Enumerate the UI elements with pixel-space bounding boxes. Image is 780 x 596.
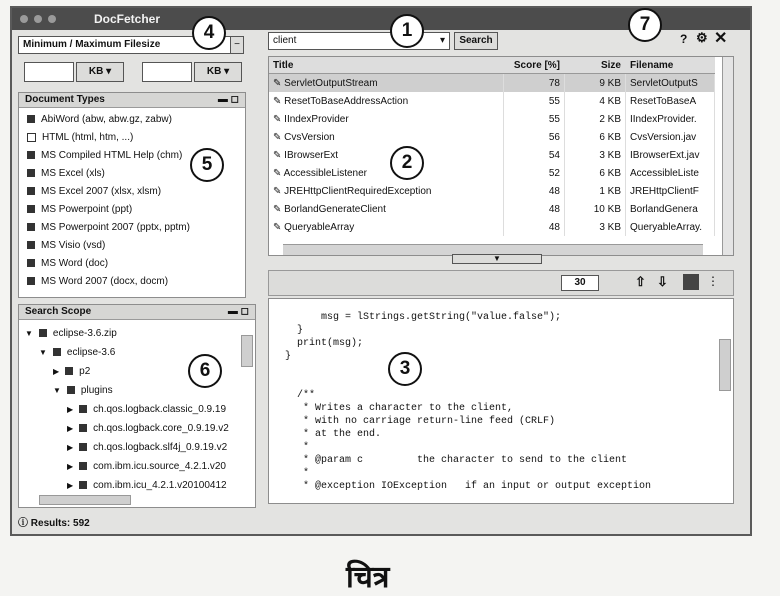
results-header-row: [269, 57, 715, 74]
scope-tree-node[interactable]: [53, 363, 90, 381]
scope-tree-node[interactable]: [25, 325, 117, 343]
scope-tree-node[interactable]: [67, 458, 226, 476]
next-occurrence-icon[interactable]: ⇩: [657, 274, 668, 289]
checkbox-icon[interactable]: [27, 187, 35, 195]
result-score: 48: [504, 200, 565, 218]
results-table: [269, 57, 715, 236]
marker-2: 2: [390, 146, 424, 180]
max-unit-label: KB: [206, 66, 222, 77]
checkbox-icon[interactable]: [27, 151, 35, 159]
result-filename: BorlandGenera: [626, 200, 715, 218]
document-type-item[interactable]: [27, 219, 190, 237]
checkbox-icon[interactable]: [27, 241, 35, 249]
document-type-item[interactable]: [27, 201, 132, 219]
scope-node-label: com.ibm.icu.source_4.2.1.v20: [93, 461, 226, 472]
scope-scrollbar[interactable]: [241, 335, 253, 367]
result-title: [269, 182, 504, 200]
result-score: 54: [504, 146, 565, 164]
marker-7: 7: [628, 8, 662, 42]
maximize-window-icon[interactable]: [48, 15, 56, 23]
scope-tree-node[interactable]: [67, 401, 226, 419]
column-title[interactable]: Title: [269, 57, 504, 74]
result-title: [269, 110, 504, 128]
close-icon[interactable]: ✕: [714, 30, 728, 47]
result-title-text: IBrowserExt: [284, 149, 339, 161]
scope-node-label: ch.qos.logback.classic_0.9.19: [93, 404, 227, 415]
document-type-label: MS Word (doc): [41, 258, 109, 269]
document-type-item[interactable]: [27, 273, 168, 291]
expand-arrow-icon[interactable]: ▼: [39, 348, 47, 357]
checkbox-icon[interactable]: [53, 348, 61, 356]
preview-line: print(msg);: [285, 338, 364, 349]
splitter-handle[interactable]: ▼: [452, 254, 542, 264]
file-icon: ✎: [273, 167, 284, 179]
file-icon: ✎: [273, 77, 285, 89]
scope-node-label: plugins: [80, 385, 113, 396]
checkbox-icon[interactable]: [79, 405, 87, 413]
result-title: [269, 146, 504, 164]
preview-line: * with no carriage return-line feed (CRLF): [285, 416, 556, 427]
result-size: 9 KB: [565, 74, 626, 93]
app-title: DocFetcher: [94, 12, 161, 26]
scope-node-label: ch.qos.logback.core_0.9.19.v2: [93, 423, 229, 434]
search-query: client: [273, 35, 297, 46]
highlight-toggle-icon[interactable]: [683, 274, 699, 290]
result-title-text: QueryableArray: [284, 221, 355, 233]
preview-line: msg = lStrings.getString("value.false");: [285, 312, 562, 323]
file-icon: ✎: [273, 131, 285, 143]
preview-line: [285, 376, 651, 389]
result-title-text: AccessibleListener: [283, 167, 367, 179]
checkbox-icon[interactable]: [79, 462, 87, 470]
result-size: 3 KB: [565, 218, 626, 236]
preferences-icon[interactable]: ⚙: [696, 30, 708, 45]
min-size-input[interactable]: [24, 62, 74, 82]
search-scope-title: Search Scope: [25, 306, 92, 317]
result-score: 56: [504, 128, 565, 146]
table-row[interactable]: [269, 92, 715, 110]
result-filename: IBrowserExt.jav: [626, 146, 715, 164]
panel-maximize-icon[interactable]: ▬ ◻: [217, 94, 239, 105]
document-type-label: MS Compiled HTML Help (chm): [41, 150, 183, 161]
result-title-text: BorlandGenerateClient: [284, 203, 386, 215]
document-types-header: [19, 93, 245, 108]
result-score: 48: [504, 182, 565, 200]
preview-text: [285, 311, 651, 493]
document-type-item[interactable]: [27, 147, 182, 165]
checkbox-icon[interactable]: [27, 277, 35, 285]
checkbox-icon[interactable]: [79, 481, 87, 489]
preview-menu-icon[interactable]: ⋮: [707, 274, 719, 288]
table-row[interactable]: [269, 200, 715, 218]
result-score: 48: [504, 218, 565, 236]
collapse-arrow-icon[interactable]: ▶: [67, 405, 74, 414]
search-history-dropdown-icon[interactable]: ▾: [439, 35, 445, 46]
checkbox-icon[interactable]: [39, 329, 47, 337]
result-title-text: CvsVersion: [284, 131, 335, 143]
preview-line: * @param c the character to send to the client: [285, 455, 628, 466]
checkbox-icon[interactable]: [79, 443, 87, 451]
document-type-label: MS Word 2007 (docx, docm): [41, 276, 169, 287]
document-type-label: MS Visio (vsd): [41, 240, 106, 251]
preview-line: * @exception IOException if an input or output exception: [285, 481, 652, 492]
result-filename: ResetToBaseA: [626, 92, 715, 110]
document-types-title: Document Types: [25, 94, 105, 105]
result-title: [269, 218, 504, 236]
preview-line: /**: [285, 390, 316, 401]
preview-line: }: [285, 325, 304, 336]
result-size: 6 KB: [565, 128, 626, 146]
result-title-text: JREHttpClientRequiredException: [284, 185, 432, 197]
checkbox-icon[interactable]: [67, 386, 75, 394]
marker-3: 3: [388, 352, 422, 386]
result-score: 52: [504, 164, 565, 182]
preview-scrollbar[interactable]: [719, 339, 731, 391]
table-row[interactable]: [269, 218, 715, 236]
expand-arrow-icon[interactable]: ▼: [25, 329, 33, 338]
scope-tree-node[interactable]: [53, 382, 113, 400]
document-type-label: HTML (html, htm, ...): [42, 132, 134, 143]
checkbox-icon[interactable]: [65, 367, 73, 375]
min-unit-select[interactable]: KB ▾: [76, 62, 124, 82]
checkbox-icon[interactable]: [27, 223, 35, 231]
scope-tree-node[interactable]: [67, 439, 227, 457]
preview-line: }: [285, 351, 292, 362]
info-icon: ⓘ: [18, 518, 28, 529]
search-scope-header: [19, 305, 255, 320]
result-size: 10 KB: [565, 200, 626, 218]
collapse-arrow-icon[interactable]: ▶: [67, 481, 74, 490]
close-window-icon[interactable]: [20, 15, 28, 23]
file-icon: ✎: [273, 95, 285, 107]
scope-node-label: com.ibm.icu_4.2.1.v20100412: [93, 480, 227, 491]
column-score[interactable]: Score [%]: [504, 57, 565, 74]
scope-node-label: p2: [79, 366, 91, 377]
results-table-panel: [268, 56, 734, 256]
result-score: 55: [504, 110, 565, 128]
table-row[interactable]: [269, 128, 715, 146]
result-score: 78: [504, 74, 565, 93]
scope-horizontal-scrollbar[interactable]: [39, 495, 131, 505]
document-type-item[interactable]: [27, 255, 108, 273]
scope-maximize-icon[interactable]: ▬ ◻: [227, 306, 249, 317]
table-row[interactable]: [269, 110, 715, 128]
results-vertical-scrollbar[interactable]: [722, 57, 733, 256]
previous-occurrence-icon[interactable]: ⇧: [635, 274, 646, 289]
max-size-input[interactable]: [142, 62, 192, 82]
document-type-label: MS Excel 2007 (xlsx, xlsm): [41, 186, 162, 197]
result-size: 6 KB: [565, 164, 626, 182]
document-type-label: AbiWord (abw, abw.gz, zabw): [41, 114, 172, 125]
result-size: 3 KB: [565, 146, 626, 164]
app-window: [10, 6, 752, 536]
file-icon: ✎: [273, 185, 285, 197]
document-type-label: MS Powerpoint (ppt): [41, 204, 133, 215]
search-scope-panel: [18, 304, 256, 508]
preview-pane: [268, 298, 734, 504]
preview-line: *: [285, 442, 310, 453]
checkbox-icon[interactable]: [27, 259, 35, 267]
file-icon: ✎: [273, 203, 285, 215]
checkbox-icon[interactable]: [27, 115, 35, 123]
result-title: [269, 74, 504, 93]
result-filename: CvsVersion.jav: [626, 128, 715, 146]
result-title: [269, 92, 504, 110]
checkbox-icon[interactable]: [79, 424, 87, 432]
collapse-arrow-icon[interactable]: ▶: [53, 367, 60, 376]
max-unit-select[interactable]: KB ▾: [194, 62, 242, 82]
results-count: Results: 592: [30, 518, 90, 529]
checkbox-icon[interactable]: [27, 169, 35, 177]
document-type-item[interactable]: [27, 129, 133, 147]
scope-node-label: eclipse-3.6: [66, 347, 116, 358]
table-row[interactable]: [269, 74, 715, 93]
checkbox-icon[interactable]: [27, 205, 35, 213]
document-type-item[interactable]: [27, 237, 105, 255]
marker-4: 4: [192, 16, 226, 50]
file-icon: ✎: [273, 113, 285, 125]
marker-6: 6: [188, 354, 222, 388]
scope-node-label: ch.qos.logback.slf4j_0.9.19.v2: [93, 442, 228, 453]
preview-toolbar: [268, 270, 734, 296]
preview-line: *: [285, 468, 310, 479]
preview-line: * Writes a character to the client,: [285, 403, 514, 414]
result-filename: QueryableArray.: [626, 218, 715, 236]
collapse-arrow-icon[interactable]: ▶: [67, 443, 74, 452]
result-title-text: ResetToBaseAddressAction: [284, 95, 409, 107]
scope-tree-node[interactable]: [67, 420, 229, 438]
table-row[interactable]: [269, 164, 715, 182]
marker-5: 5: [190, 148, 224, 182]
column-filename[interactable]: Filename: [626, 57, 715, 74]
occurrence-count: 30: [561, 275, 599, 291]
scope-tree-node[interactable]: [67, 477, 227, 495]
document-type-item[interactable]: [27, 165, 105, 183]
result-size: 4 KB: [565, 92, 626, 110]
scope-tree-node[interactable]: [39, 344, 115, 362]
document-types-panel: [18, 92, 246, 298]
search-button[interactable]: Search: [454, 32, 498, 50]
document-type-item[interactable]: [27, 183, 161, 201]
preview-line: * at the end.: [285, 429, 382, 440]
document-type-label: MS Powerpoint 2007 (pptx, pptm): [41, 222, 190, 233]
preview-line: [285, 363, 651, 376]
result-score: 55: [504, 92, 565, 110]
filesize-filter-label: Minimum / Maximum Filesize: [23, 39, 161, 50]
checkbox-icon[interactable]: [27, 133, 36, 142]
scope-node-label: eclipse-3.6.zip: [52, 328, 117, 339]
minimize-window-icon[interactable]: [34, 15, 42, 23]
column-size[interactable]: Size: [565, 57, 626, 74]
result-title-text: IIndexProvider: [284, 113, 349, 125]
result-title-text: ServletOutputStream: [284, 77, 378, 89]
expand-arrow-icon[interactable]: ▼: [53, 386, 61, 395]
result-filename: AccessibleListe: [626, 164, 715, 182]
min-unit-label: KB: [88, 66, 104, 77]
filesize-collapse-button[interactable]: −: [230, 36, 244, 54]
table-row[interactable]: [269, 182, 715, 200]
document-type-label: MS Excel (xls): [41, 168, 105, 179]
result-size: 2 KB: [565, 110, 626, 128]
collapse-arrow-icon[interactable]: ▶: [67, 424, 74, 433]
result-filename: IIndexProvider.: [626, 110, 715, 128]
document-type-item[interactable]: [27, 111, 172, 129]
result-filename: JREHttpClientF: [626, 182, 715, 200]
help-icon[interactable]: ?: [680, 32, 688, 46]
status-bar: [18, 514, 90, 529]
marker-1: 1: [390, 14, 424, 48]
file-icon: ✎: [273, 221, 285, 233]
result-title: [269, 128, 504, 146]
file-icon: ✎: [273, 149, 285, 161]
table-row[interactable]: [269, 146, 715, 164]
result-title: [269, 164, 504, 182]
result-filename: ServletOutputS: [626, 74, 715, 93]
result-size: 1 KB: [565, 182, 626, 200]
result-title: [269, 200, 504, 218]
figure-caption: चित्र: [346, 560, 390, 595]
collapse-arrow-icon[interactable]: ▶: [67, 462, 74, 471]
